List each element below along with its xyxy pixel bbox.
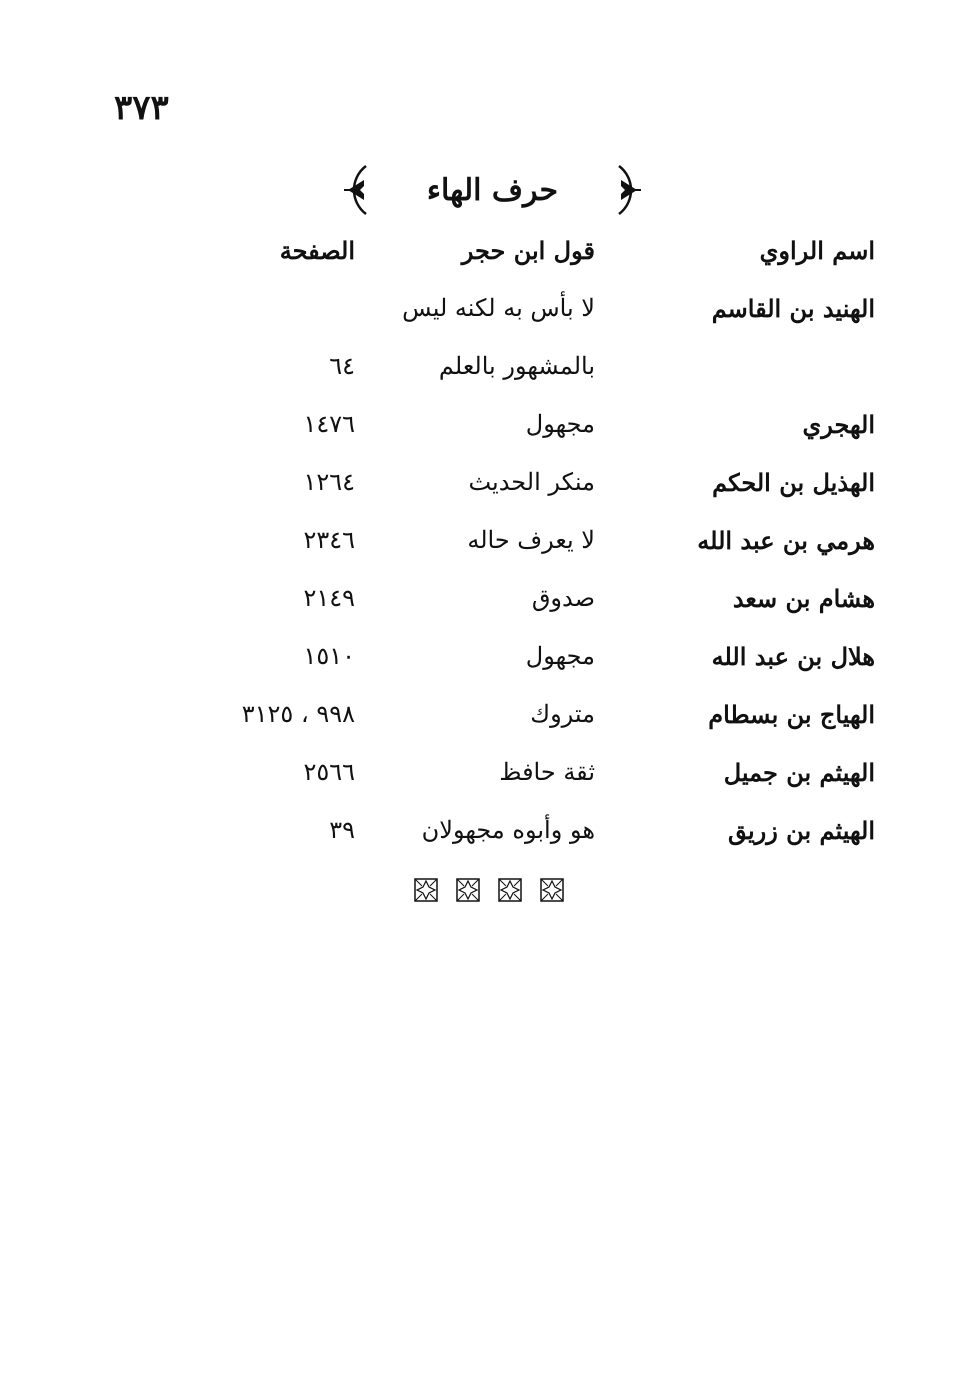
header-verdict: قول ابن حجر [461,236,595,265]
geometric-star-tile-icon [456,878,480,902]
ibn-hajar-verdict: بالمشهور بالعلم [438,352,595,380]
arabesque-bracket-icon [615,162,645,218]
page-reference: ٣٩ [329,816,355,844]
ibn-hajar-verdict: منكر الحديث [468,468,595,496]
table-row [0,758,955,798]
ibn-hajar-verdict: صدوق [531,584,595,612]
table-row [0,584,955,624]
table-row [0,700,955,740]
narrator-name: الهنيد بن القاسم [711,294,875,323]
page-reference: ٦٤ [329,352,355,380]
page-number: ٣٧٣ [114,88,169,128]
narrator-name: هشام بن سعد [732,584,875,613]
page-reference: ١٢٦٤ [303,468,355,496]
narrator-name: الهجري [802,410,875,439]
header-page: الصفحة [279,236,355,265]
page-reference: ٢٥٦٦ [303,758,355,786]
geometric-star-tile-icon [540,878,564,902]
table-row [0,642,955,682]
arabesque-bracket-icon [340,162,370,218]
narrator-name: الهياج بن بسطام [708,700,875,729]
page-reference: ٩٩٨ ، ٣١٢٥ [241,700,355,728]
ibn-hajar-verdict: متروك [530,700,595,728]
ibn-hajar-verdict: لا يعرف حاله [467,526,595,554]
ibn-hajar-verdict: لا بأس به لكنه ليس [402,294,595,322]
page-reference: ١٥١٠ [303,642,355,670]
narrator-name: الهيثم بن جميل [723,758,875,787]
table-row [0,410,955,450]
narrator-name: الهذيل بن الحكم [712,468,875,497]
table-row [0,294,955,334]
table-row [0,816,955,856]
page-reference: ٢١٤٩ [303,584,355,612]
table-row [0,468,955,508]
ibn-hajar-verdict: مجهول [525,410,595,438]
geometric-star-tile-icon [498,878,522,902]
ibn-hajar-verdict: ثقة حافظ [499,758,595,786]
narrator-name: هرمي بن عبد الله [697,526,875,555]
ibn-hajar-verdict: هو وأبوه مجهولان [421,816,595,844]
chapter-title: حرف الهاء [426,172,559,208]
page-reference: ١٤٧٦ [303,410,355,438]
section-end-ornament [414,878,564,906]
geometric-star-tile-icon [414,878,438,902]
ibn-hajar-verdict: مجهول [525,642,595,670]
chapter-heading [340,160,645,220]
table-row [0,526,955,566]
table-row [0,352,955,392]
header-name: اسم الراوي [759,236,875,265]
table-header [0,236,955,276]
page-reference: ٢٣٤٦ [303,526,355,554]
narrator-name: الهيثم بن زريق [727,816,875,845]
narrator-name: هلال بن عبد الله [711,642,875,671]
